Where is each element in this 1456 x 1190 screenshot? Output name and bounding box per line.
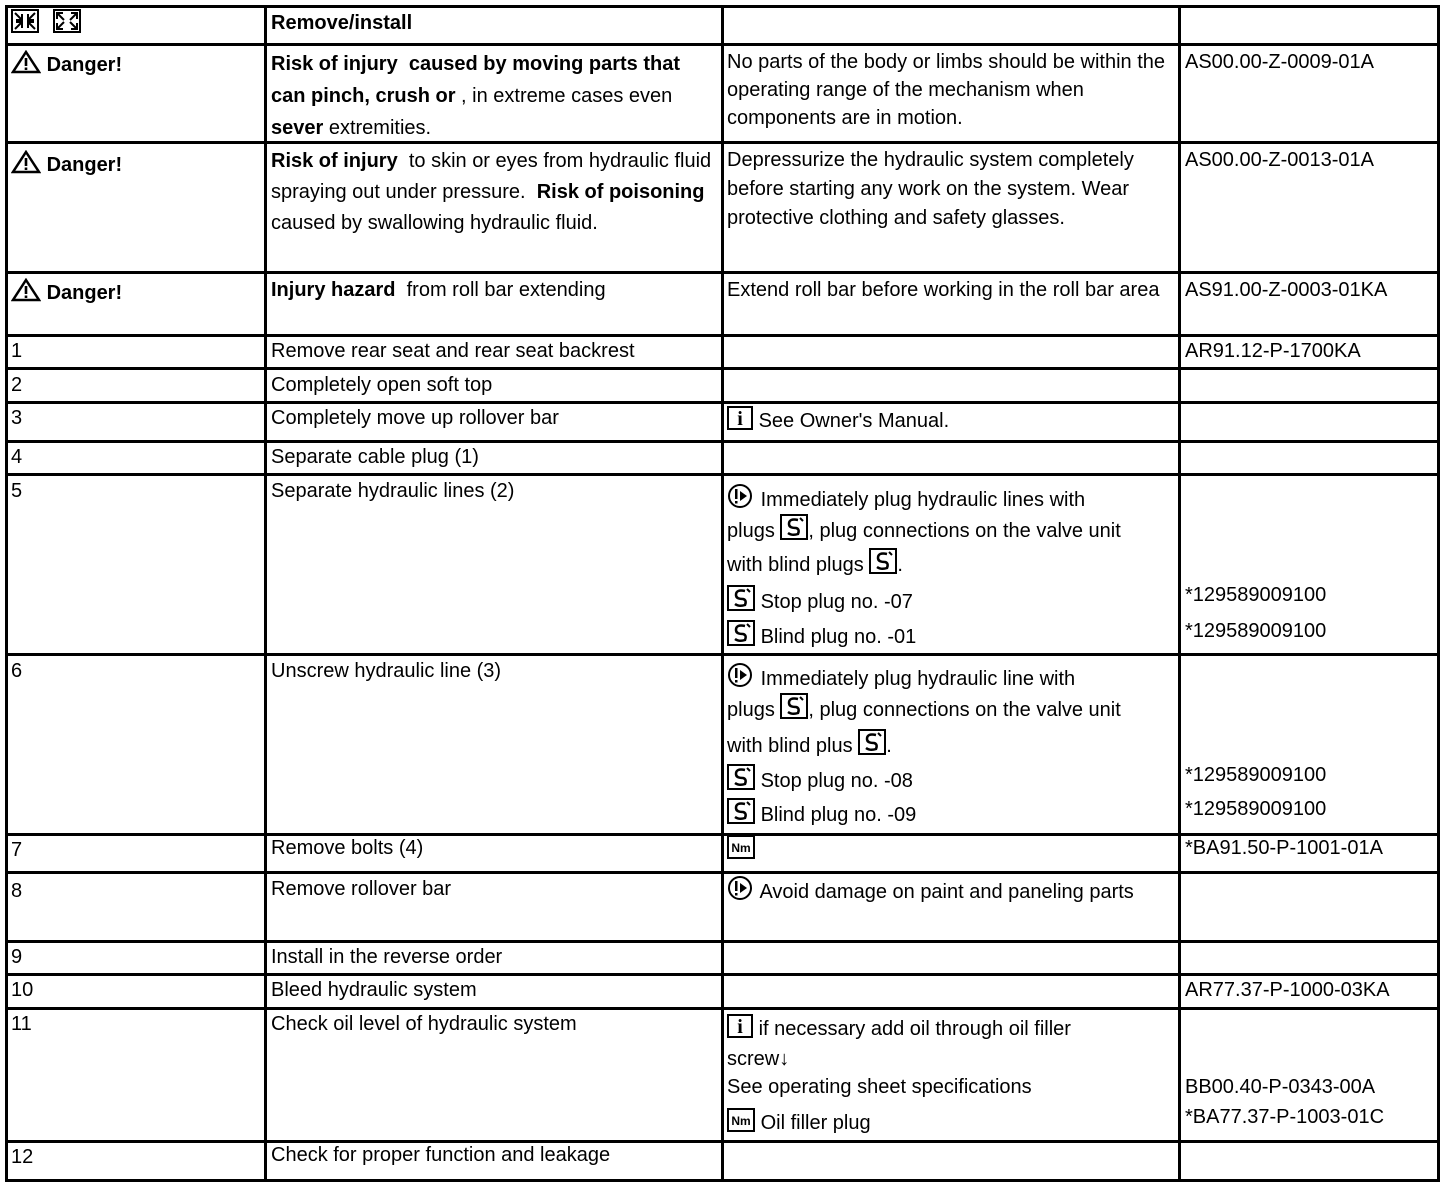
- special-tool-icon: [727, 620, 755, 646]
- hazard-bold: Risk of injury: [271, 150, 398, 172]
- note-text: Immediately plug hydraulic line with: [760, 668, 1076, 690]
- step-action: Remove rear seat and rear seat backrest: [271, 340, 635, 362]
- danger-2-ref: AS00.00-Z-0013-01A: [1185, 149, 1375, 171]
- step-note: [727, 875, 1175, 908]
- remove-icon: [11, 9, 39, 33]
- svg-text:Nm: Nm: [731, 841, 751, 855]
- note-line: [727, 693, 1121, 722]
- danger-text: Danger!: [46, 54, 123, 76]
- step-ref: *BA77.37-P-1003-01C: [1185, 1106, 1385, 1128]
- note-line: [727, 1047, 789, 1071]
- step-action: Install in the reverse order: [271, 946, 503, 968]
- step-number: 5: [11, 480, 23, 502]
- step-action: Separate cable plug (1): [271, 446, 479, 468]
- grid-line: [721, 5, 724, 1182]
- note-text: plugs: [727, 520, 775, 542]
- info-icon: [727, 406, 753, 430]
- grid-line: [5, 5, 8, 1182]
- step-ref: BB00.40-P-0343-00A: [1185, 1076, 1376, 1098]
- tool-text: Blind plug no. -09: [760, 804, 917, 826]
- step-action: Check oil level of hydraulic system: [271, 1013, 577, 1035]
- step-action: Bleed hydraulic system: [271, 979, 477, 1001]
- step-number: 12: [11, 1146, 34, 1168]
- note-text: , plug connections on the valve unit: [808, 520, 1121, 542]
- warning-triangle-icon: [11, 150, 41, 174]
- danger-2-hazard: [271, 146, 719, 239]
- step-ref: AR77.37-P-1000-03KA: [1185, 979, 1390, 1001]
- hazard-text: to skin or eyes from hydraulic fluid spraying out under pressure.: [271, 150, 712, 203]
- step-note: [727, 835, 1175, 865]
- hazard-text: , in extreme cases even: [461, 85, 673, 107]
- danger-1-ref: AS00.00-Z-0009-01A: [1185, 51, 1375, 73]
- hazard-bold: Risk of injury: [271, 53, 398, 75]
- grid-line: [5, 5, 1440, 8]
- danger-3-hazard: [271, 276, 719, 305]
- step-number: 6: [11, 660, 23, 682]
- step-number: 4: [11, 446, 23, 468]
- note-text: See Owner's Manual.: [758, 410, 950, 432]
- tool-ref: *129589009100: [1185, 798, 1327, 820]
- header-title: Remove/install: [271, 12, 413, 34]
- danger-3-remedy: Extend roll bar before working in the roll bar area: [727, 279, 1160, 301]
- note-text: .: [886, 735, 892, 757]
- grid-line: [5, 367, 1440, 370]
- note-line: [727, 662, 1075, 691]
- danger-label: [11, 150, 261, 180]
- hazard-text: extremities.: [328, 117, 432, 139]
- hazard-text: from roll bar extending: [406, 279, 606, 301]
- step-number: 7: [11, 839, 23, 861]
- warning-triangle-icon: [11, 50, 41, 74]
- hazard-bold: sever: [271, 117, 324, 139]
- step-action: Completely move up rollover bar: [271, 407, 559, 429]
- note-text: with blind plugs: [727, 554, 864, 576]
- svg-text:Nm: Nm: [731, 1114, 751, 1128]
- note-text: .: [897, 554, 903, 576]
- step-action: Check for proper function and leakage: [271, 1144, 611, 1166]
- step-action: Remove rollover bar: [271, 878, 452, 900]
- danger-text: Danger!: [46, 154, 123, 176]
- svg-text:i: i: [737, 1016, 743, 1038]
- danger-1-hazard: [271, 48, 719, 144]
- grid-line: [264, 5, 267, 1182]
- tool-line: [727, 585, 913, 614]
- step-action: Completely open soft top: [271, 374, 493, 396]
- hazard-text: caused by swallowing hydraulic fluid.: [271, 212, 598, 234]
- note-text: Oil filler plug: [760, 1112, 871, 1134]
- tool-line: [727, 764, 913, 793]
- special-tool-icon: [727, 764, 755, 790]
- note-text: if necessary add oil through oil filler: [758, 1018, 1071, 1040]
- note-text: with blind plus: [727, 735, 853, 757]
- note-text: screw: [727, 1048, 780, 1070]
- hazard-bold: caused by moving parts that can pinch, crush or: [271, 53, 680, 107]
- step-ref: AR91.12-P-1700KA: [1185, 340, 1361, 362]
- danger-label: [11, 278, 261, 308]
- note-icon: [727, 662, 755, 688]
- note-line: [727, 729, 892, 758]
- tool-ref: *129589009100: [1185, 764, 1327, 786]
- grid-line: [1437, 5, 1440, 1182]
- step-number: 9: [11, 946, 23, 968]
- note-line: [727, 1075, 1032, 1099]
- grid-line: [5, 473, 1440, 476]
- tool-text: Blind plug no. -01: [760, 626, 917, 648]
- special-tool-icon: [727, 798, 755, 824]
- note-line: [727, 514, 1121, 543]
- note-icon: [727, 875, 755, 901]
- grid-line: [5, 1179, 1440, 1182]
- step-number: 2: [11, 374, 23, 396]
- note-icon: [727, 483, 755, 509]
- hazard-bold: Injury hazard: [271, 279, 396, 301]
- special-tool-icon: [869, 548, 897, 574]
- tool-line: [727, 620, 916, 649]
- hazard-bold: Risk of poisoning: [536, 181, 705, 203]
- torque-nm-icon: [727, 835, 755, 859]
- header-icons: [11, 9, 261, 39]
- note-text: , plug connections on the valve unit: [808, 699, 1121, 721]
- info-icon: [727, 1014, 753, 1038]
- special-tool-icon: [727, 585, 755, 611]
- special-tool-icon: [780, 693, 808, 719]
- grid-line: [5, 43, 1440, 46]
- install-icon: [53, 9, 81, 33]
- danger-3-ref: AS91.00-Z-0003-01KA: [1185, 279, 1388, 301]
- danger-text: Danger!: [46, 282, 123, 304]
- tool-text: Stop plug no. -08: [760, 770, 913, 792]
- note-line: [727, 483, 1085, 512]
- svg-text:i: i: [737, 408, 743, 430]
- note-text: See operating sheet specifications: [727, 1076, 1032, 1098]
- tool-ref: *129589009100: [1185, 620, 1327, 642]
- torque-nm-icon: [727, 1108, 755, 1132]
- special-tool-icon: [858, 729, 886, 755]
- step-action: Remove bolts (4): [271, 837, 424, 859]
- tool-ref: *129589009100: [1185, 584, 1327, 606]
- note-text: Immediately plug hydraulic lines with: [760, 489, 1086, 511]
- step-number: 1: [11, 340, 23, 362]
- step-ref: *BA91.50-P-1001-01A: [1185, 837, 1383, 859]
- grid-line: [5, 141, 1440, 144]
- danger-2-remedy: Depressurize the hydraulic system completely before starting any work on the system. Wear protective clothing and safety glasses.: [727, 149, 1134, 229]
- tool-text: Stop plug no. -07: [760, 591, 913, 613]
- danger-1-remedy: No parts of the body or limbs should be within the operating range of the mechanism when components are in motion.: [727, 51, 1166, 129]
- step-number: 3: [11, 407, 23, 429]
- grid-line: [1178, 5, 1181, 1182]
- step-number: 11: [11, 1013, 32, 1035]
- warning-triangle-icon: [11, 278, 41, 302]
- grid-line: [5, 653, 1440, 656]
- step-number: 10: [11, 979, 34, 1001]
- note-line: [727, 1014, 1071, 1041]
- note-text: Avoid damage on paint and paneling parts: [759, 881, 1134, 903]
- step-number: 8: [11, 880, 23, 902]
- step-action: Separate hydraulic lines (2): [271, 480, 515, 502]
- danger-label: [11, 50, 261, 80]
- arrow-down-icon: ↓: [779, 1048, 790, 1070]
- note-line: [727, 1108, 871, 1135]
- tool-line: [727, 798, 916, 827]
- step-note: [727, 406, 1175, 436]
- step-action: Unscrew hydraulic line (3): [271, 660, 502, 682]
- note-text: plugs: [727, 699, 775, 721]
- note-line: [727, 548, 903, 577]
- grid-line: [5, 271, 1440, 274]
- special-tool-icon: [780, 514, 808, 540]
- grid-line: [5, 871, 1440, 874]
